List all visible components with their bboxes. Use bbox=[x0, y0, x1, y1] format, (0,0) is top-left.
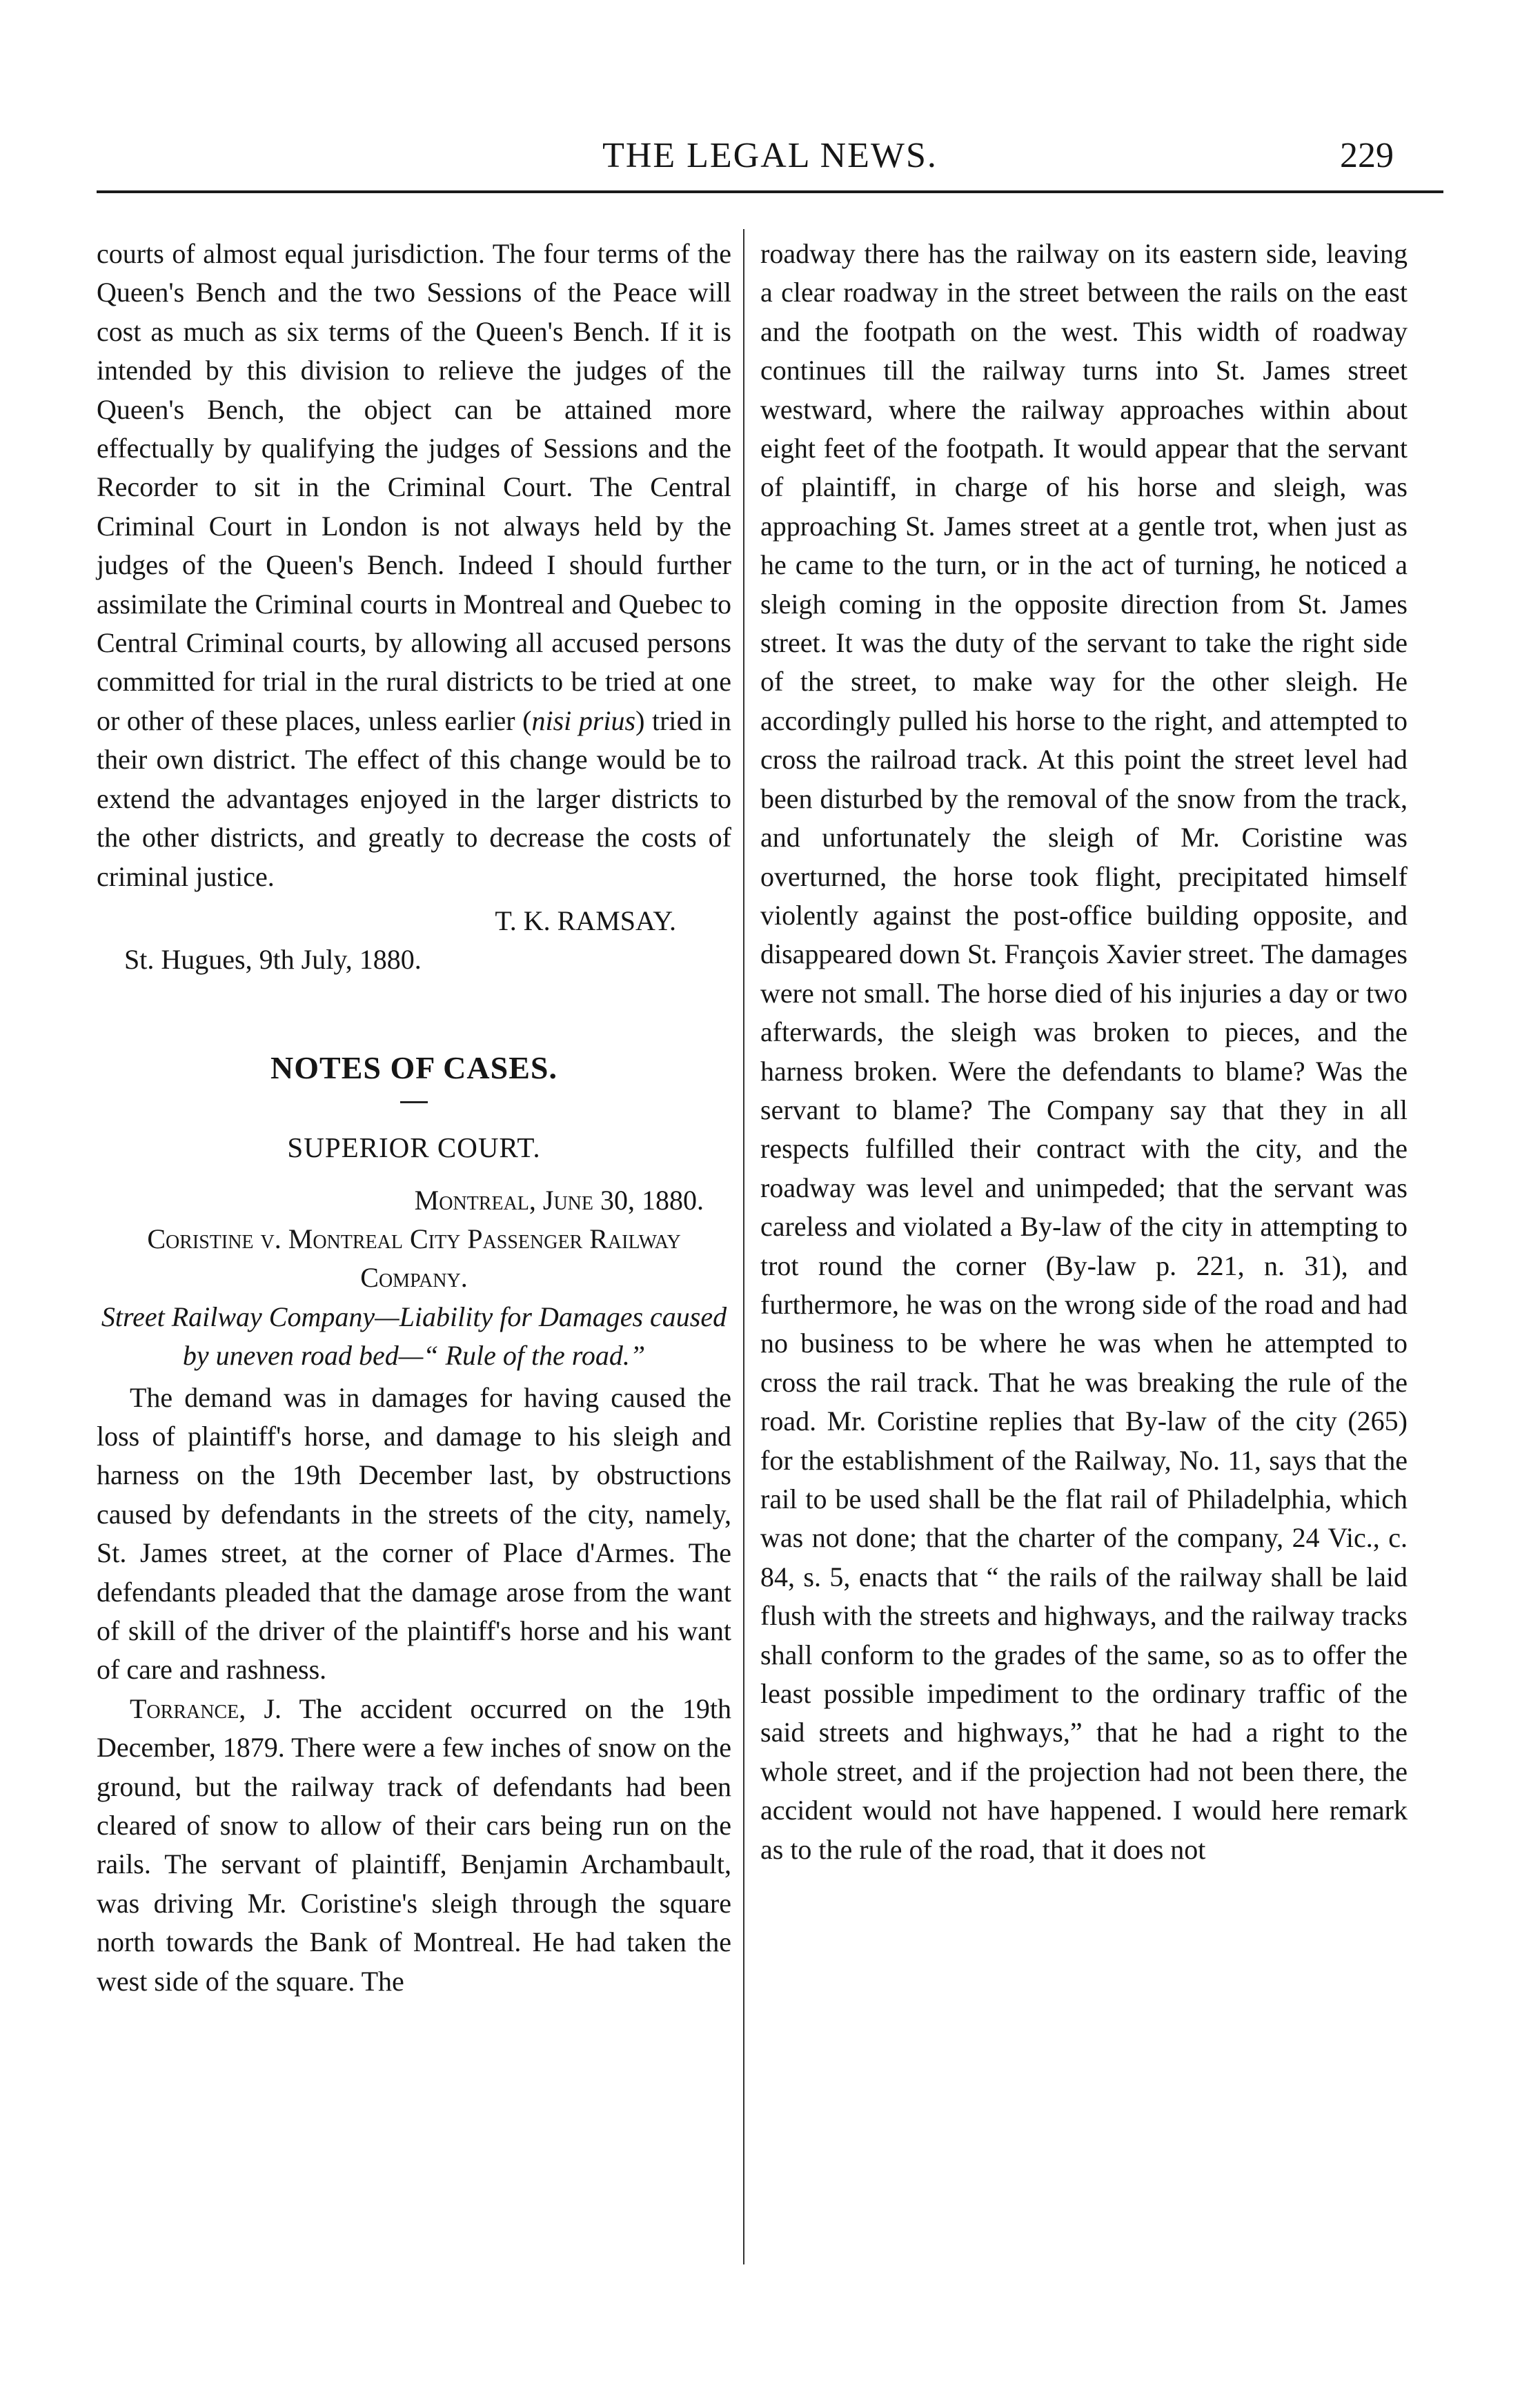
section-rule bbox=[400, 1101, 428, 1103]
case-date: Montreal, June 30, 1880. bbox=[414, 1184, 704, 1216]
nisi-prius-italic: nisi prius bbox=[531, 704, 636, 736]
court-name: SUPERIOR COURT. bbox=[287, 1132, 541, 1164]
column-divider bbox=[743, 229, 744, 2264]
header-rule bbox=[97, 190, 1443, 193]
running-header-title: THE LEGAL NEWS. bbox=[602, 136, 938, 175]
right-column-paragraph: roadway there has the railway on its eastern side, leaving a clear roadway in the street between the rails on the east and the footpath on the west. This width of roadway continues till the railway turns into St. James street westward, where the railway approaches within about eight feet of the footpath. It would appear that the servant of plaintiff, in charge of his horse and sleigh, was approaching St. James street at a gentle trot, when just as he came to the turn, or in the act of turning, he noticed a sleigh coming in the opposite direction from St. James street. It was the duty of the servant to take the right side of the street, to make way for the other sleigh. He accordingly pulled his horse to the right, and attempted to cross the railroad track. At this point the street level had been disturbed by the removal of the snow from the track, and unfortunately the sleigh of Mr. Coristine was overturned, the horse took flight, precipitated himself violently against the post-office building opposite, and disappeared down St. François Xavier street. The damages were not small. The horse died of his injuries a day or two afterwards, the sleigh was broken to pieces, and the harness broken. Were the defendants to blame? Was the servant to blame? The Company say that they in all respects fulfilled their contract with the city, and the roadway was level and unimpeded; that the servant was careless and violated a By-law of the city in attempting to trot round the corner (By-law p. 221, n. 31), and furthermore, he was on the wrong side of the road and had no business to be where he was when he attempted to cross the rail track. That he was breaking the rule of the road. Mr. Coristine replies that By-law of the city (265) for the establishment of the Railway, No. 11, says that the rail to be used shall be the flat rail of Philadelphia, which was not done; that the charter of the company, 24 Vic., c. 84, s. 5, enacts that “ the rails of the railway shall be laid flush with the streets and highways, and the railway tracks shall conform to the grades of the same, so as to offer the least possible impediment to the ordinary traffic of the said streets and highways,” that he had a right to the whole street, and if the projection had not been there, the accident would not have happened. I would here remark as to the rule of the road, that it does not bbox=[760, 238, 1408, 1865]
right-column bbox=[760, 235, 1408, 1869]
section-heading: NOTES OF CASES. bbox=[270, 1049, 557, 1085]
intro-paragraph: courts of almost equal jurisdiction. The four terms of the Queen's Bench and the two Sessions of the Peace will cost as much as six terms of the Queen's Bench. If it is intended by this division to relieve the judges of the Queen's Bench, the object can be attained more effectually by qualifying the judges of Sessions and the Recorder to sit in the Criminal Court. The Central Criminal Court in London is not always held by the judges of the Queen's Bench. Indeed I should further assimilate the Criminal courts in Montreal and Quebec to Central Criminal courts, by allowing all accused persons committed for trial in the rural districts to be tried at one or other of these places, unless earlier (nisi prius) tried in their own district. The effect of this change would be to extend the advantages enjoyed in the larger districts to the other districts, and greatly to decrease the costs of criminal justice. bbox=[97, 238, 731, 892]
author-signature: T. K. RAMSAY. bbox=[495, 905, 676, 936]
judgment-paragraph: Torrance, J. The accident occurred on the 19th December, 1879. There were a few inches of snow on the ground, but the railway track of defendants had been cleared of snow to allow of their cars being run on the rails. The servant of plaintiff, Benjamin Archambault, was driving Mr. Coristine's sleigh through the square north towards the Bank of Montreal. He had taken the west side of the square. The bbox=[97, 1692, 732, 1997]
demand-paragraph: The demand was in damages for having caused the loss of plaintiff's horse, and damage to his sleigh and harness on the 19th December last, by obstructions caused by defendants in the streets of the city, namely, St. James street, at the corner of Place d'Armes. The defendants pleaded that the damage arose from the want of skill of the driver of the plaintiff's horse and his want of care and rashness. bbox=[97, 1381, 731, 1686]
case-title: Coristine v. Montreal City Passenger Railway Company. bbox=[147, 1223, 681, 1294]
left-column bbox=[97, 235, 731, 2001]
judge-name: Torrance, J. bbox=[130, 1692, 282, 1724]
case-headnote: Street Railway Company—Liability for Damages caused by uneven road bed—“ Rule of the road.” bbox=[101, 1301, 727, 1372]
letter-dateline: St. Hugues, 9th July, 1880. bbox=[124, 944, 422, 976]
page-number: 229 bbox=[1340, 136, 1394, 175]
